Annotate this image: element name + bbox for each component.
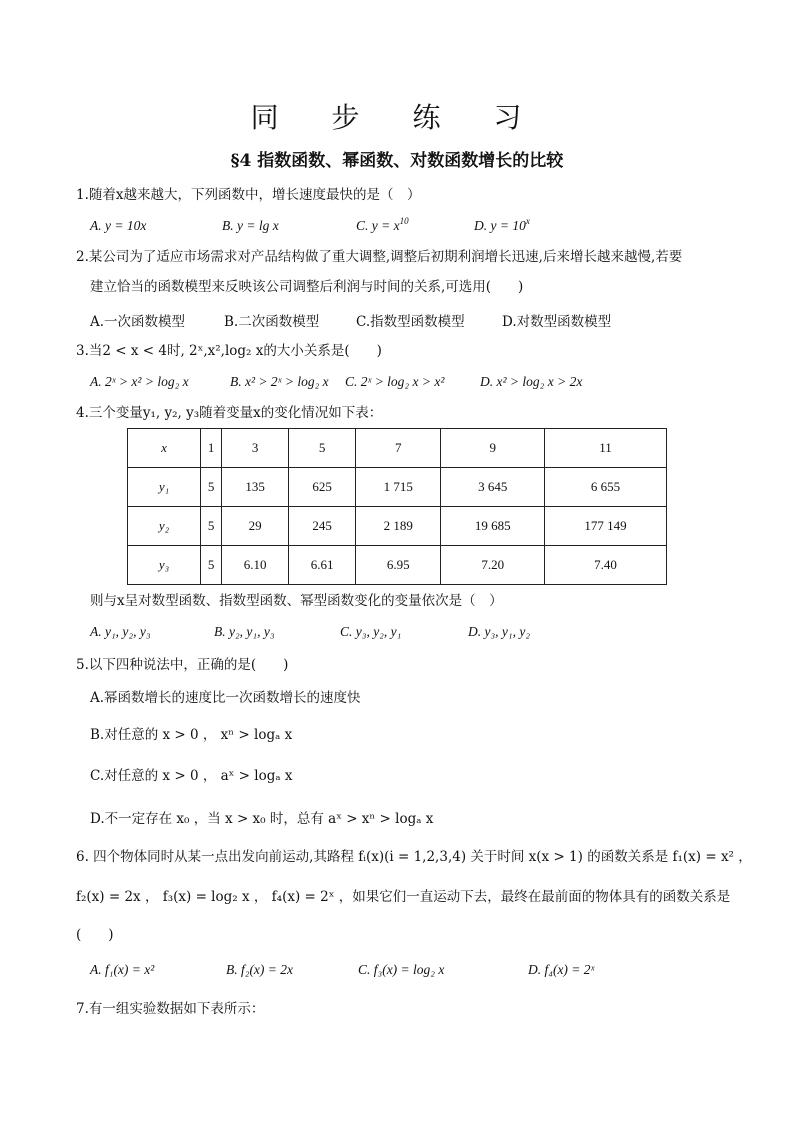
q2-option-d: D.对数型函数模型 <box>502 314 612 330</box>
question-3-stem: 3.当2 < x < 4时, 2ˣ,x²,log₂ x的大小关系是( ) <box>76 343 382 359</box>
question-2-stem-line1: 2.某公司为了适应市场需求对产品结构做了重大调整,调整后初期利润增长迅速,后来增长越来越慢,若要 <box>76 249 683 265</box>
table-cell: 6 655 <box>545 468 667 507</box>
table-cell: 625 <box>289 468 356 507</box>
q3-option-a: A. 2ˣ > x² > log₂ x <box>90 374 189 389</box>
table-cell: y₂ <box>128 507 201 546</box>
q2-option-a: A.一次函数模型 <box>90 314 186 330</box>
table-cell: 7.40 <box>545 546 667 585</box>
table-cell: 3 <box>222 429 289 468</box>
table-cell: 3 645 <box>441 468 545 507</box>
table-cell: 11 <box>545 429 667 468</box>
table-cell: 135 <box>222 468 289 507</box>
q1-option-d: D. $y = 10^x$ <box>474 216 530 233</box>
q5-option-d: D.不一定存在 x₀ ，当 x > x₀ 时，总有 aˣ > xⁿ > logₐ x <box>90 811 434 827</box>
question-1-stem: 1.随着x越来越大，下列函数中，增长速度最快的是（ ） <box>76 187 421 203</box>
table-row <box>128 429 667 468</box>
q1-option-c: C. $y = x^{10}$ <box>356 216 409 233</box>
q4-option-d: D. y₃, y₁, y₂ <box>468 624 531 639</box>
question-2-stem-line2: 建立恰当的函数模型来反映该公司调整后利润与时间的关系,可选用( ) <box>90 279 524 295</box>
q4-option-a: A. y₁, y₂, y₃ <box>90 624 151 639</box>
table-cell: y₃ <box>128 546 201 585</box>
q3-option-c: C. 2ˣ > log₂ x > x² <box>345 374 445 389</box>
question-4-stem: 4.三个变量y₁, y₂, y₃随着变量x的变化情况如下表： <box>76 405 383 421</box>
q1-option-b: B. y = lg x <box>222 218 279 233</box>
table-cell: 2 189 <box>356 507 441 546</box>
table-row <box>128 546 667 585</box>
question-4-follow: 则与x呈对数型函数、指数型函数、幂型函数变化的变量依次是（ ） <box>90 593 503 609</box>
q2-option-b: B.二次函数模型 <box>224 314 320 330</box>
question-5-stem: 5.以下四种说法中，正确的是( ) <box>76 657 289 673</box>
q6-option-b: B. f₂(x) = 2x <box>226 962 294 977</box>
question-7-stem: 7.有一组实验数据如下表所示： <box>76 1001 265 1017</box>
question-6-stem-line3: ( ) <box>76 927 114 943</box>
q5-option-b: B.对任意的 x > 0 ， xⁿ > logₐ x <box>90 727 293 743</box>
q6-option-d: D. f₄(x) = 2ˣ <box>528 962 595 977</box>
question-6-stem-line2: f₂(x) = 2x ， f₃(x) = log₂ x ， f₄(x) = 2ˣ ，如果它们一直运动下去，最终在最前面的物体具有的函数关系是 <box>76 889 731 905</box>
question-6-stem-line1: 6. 四个物体同时从某一点出发向前运动,其路程 fᵢ(x)(i = 1,2,3,4) 关于时间 x(x > 1) 的函数关系是 f₁(x) = x² ， <box>76 849 752 865</box>
table-cell: x <box>128 429 201 468</box>
table-cell: 1 715 <box>356 468 441 507</box>
table-cell: 9 <box>441 429 545 468</box>
table-cell: 6.61 <box>289 546 356 585</box>
table-cell: y₁ <box>128 468 201 507</box>
q6-option-c: C. f₃(x) = log₂ x <box>358 962 445 977</box>
table-cell: 5 <box>201 468 222 507</box>
table-cell: 6.95 <box>356 546 441 585</box>
q3-option-d: D. x² > log₂ x > 2x <box>480 374 583 389</box>
q2-option-c: C.指数型函数模型 <box>356 314 465 330</box>
q5-option-c: C.对任意的 x > 0 ， aˣ > logₐ x <box>90 768 293 784</box>
table-cell: 5 <box>201 546 222 585</box>
q5-option-a: A.幂函数增长的速度比一次函数增长的速度快 <box>90 690 361 706</box>
table-row <box>128 468 667 507</box>
table-cell: 5 <box>201 507 222 546</box>
table-cell: 7 <box>356 429 441 468</box>
table-cell: 6.10 <box>222 546 289 585</box>
table-cell: 19 685 <box>441 507 545 546</box>
table-cell: 245 <box>289 507 356 546</box>
q4-option-c: C. y₃, y₂, y₁ <box>340 624 402 639</box>
variables-table <box>127 428 667 585</box>
section-title: §4 指数函数、幂函数、对数函数增长的比较 <box>230 151 564 171</box>
page-title: 同 步 练 习 <box>250 101 544 134</box>
q3-option-b: B. x² > 2ˣ > log₂ x <box>230 374 329 389</box>
table-cell: 5 <box>289 429 356 468</box>
table-cell: 7.20 <box>441 546 545 585</box>
table-cell: 29 <box>222 507 289 546</box>
q4-option-b: B. y₂, y₁, y₃ <box>214 624 275 639</box>
table-cell: 177 149 <box>545 507 667 546</box>
q1-option-a: A. y = 10x <box>90 218 147 233</box>
table-cell: 1 <box>201 429 222 468</box>
table-row <box>128 507 667 546</box>
q6-option-a: A. f₁(x) = x² <box>90 962 155 977</box>
